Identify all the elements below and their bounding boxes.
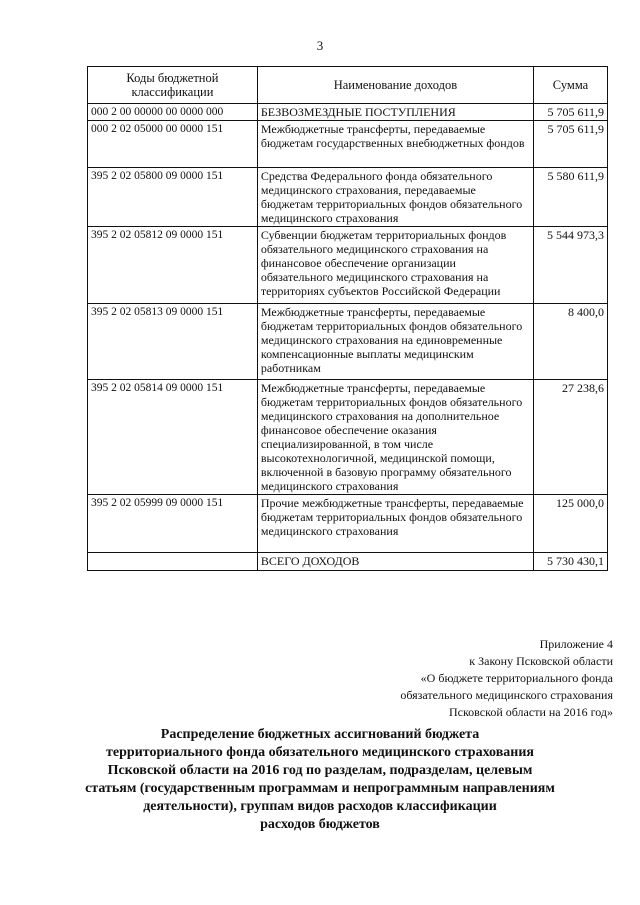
appendix-line: «О бюджете территориального фонда <box>420 671 613 685</box>
header-name: Наименование доходов <box>257 67 533 104</box>
table-row <box>88 380 608 495</box>
title-line: расходов бюджетов <box>260 817 380 832</box>
sum-cell: 5 580 611,9 <box>534 168 608 227</box>
code-cell: 000 2 02 05000 00 0000 151 <box>88 121 258 168</box>
header-sum: Сумма <box>534 67 608 104</box>
appendix-line: обязательного медицинского страхования <box>400 688 613 702</box>
table-row <box>88 168 608 227</box>
table-row <box>88 121 608 168</box>
code-cell: 395 2 02 05812 09 0000 151 <box>88 227 258 304</box>
section-title <box>80 726 560 834</box>
title-line: деятельности), группам видов расходов классификации <box>143 799 497 814</box>
appendix-line: Псковской области на 2016 год» <box>448 705 613 719</box>
total-row <box>88 553 608 571</box>
appendix-note <box>400 636 613 721</box>
name-cell: ВСЕГО ДОХОДОВ <box>257 553 533 571</box>
title-line: территориального фонда обязательного медицинского страхования <box>106 745 534 760</box>
name-cell: Межбюджетные трансферты, передаваемые бюджетам территориальных фондов обязательного медицинского страхования на дополнительное финансовое обеспечение оказания специализированной, в том числе высокотехнологичной, медицинской помощи, включенной в базовую программу обязательного медицинского страхования <box>257 380 533 495</box>
code-cell: 395 2 02 05999 09 0000 151 <box>88 495 258 553</box>
code-cell: 395 2 02 05813 09 0000 151 <box>88 304 258 380</box>
code-cell: 000 2 00 00000 00 0000 000 <box>88 104 258 121</box>
table-row <box>88 304 608 380</box>
sum-cell: 5 705 611,9 <box>534 121 608 168</box>
title-line: Псковской области на 2016 год по разделам, подразделам, целевым <box>107 763 533 778</box>
table-header-row <box>88 67 608 104</box>
title-line: Распределение бюджетных ассигнований бюджета <box>160 727 480 742</box>
name-cell: Межбюджетные трансферты, передаваемые бюджетам территориальных фондов обязательного медицинского страхования на единовременные компенсационные выплаты медицинским работникам <box>257 304 533 380</box>
sum-cell: 5 544 973,3 <box>534 227 608 304</box>
header-code: Коды бюджетной классификации <box>88 67 258 104</box>
name-cell: БЕЗВОЗМЕЗДНЫЕ ПОСТУПЛЕНИЯ <box>257 104 533 121</box>
code-cell <box>88 553 258 571</box>
sum-cell: 5 705 611,9 <box>534 104 608 121</box>
name-cell: Прочие межбюджетные трансферты, передаваемые бюджетам территориальных фондов обязательного медицинского страхования <box>257 495 533 553</box>
name-cell: Межбюджетные трансферты, передаваемые бюджетам государственных внебюджетных фондов <box>257 121 533 168</box>
code-cell: 395 2 02 05814 09 0000 151 <box>88 380 258 495</box>
name-cell: Субвенции бюджетам территориальных фондов обязательного медицинского страхования на финансовое обеспечение организации обязательного медицинского страхования на территориях субъектов Российской Федерации <box>257 227 533 304</box>
page-number: 3 <box>316 38 324 53</box>
sum-cell: 8 400,0 <box>534 304 608 380</box>
title-line: статьям (государственным программам и непрограммным направлениям <box>85 781 555 796</box>
table-row <box>88 227 608 304</box>
sum-cell: 5 730 430,1 <box>534 553 608 571</box>
sum-cell: 27 238,6 <box>534 380 608 495</box>
table-row <box>88 495 608 553</box>
table-row <box>88 104 608 121</box>
name-cell: Средства Федерального фонда обязательного медицинского страхования, передаваемые бюджетам территориальных фондов обязательного медицинского страхования <box>257 168 533 227</box>
sum-cell: 125 000,0 <box>534 495 608 553</box>
revenue-table <box>87 66 608 571</box>
appendix-line: Приложение 4 <box>539 637 613 651</box>
code-cell: 395 2 02 05800 09 0000 151 <box>88 168 258 227</box>
appendix-line: к Закону Псковской области <box>469 654 613 668</box>
